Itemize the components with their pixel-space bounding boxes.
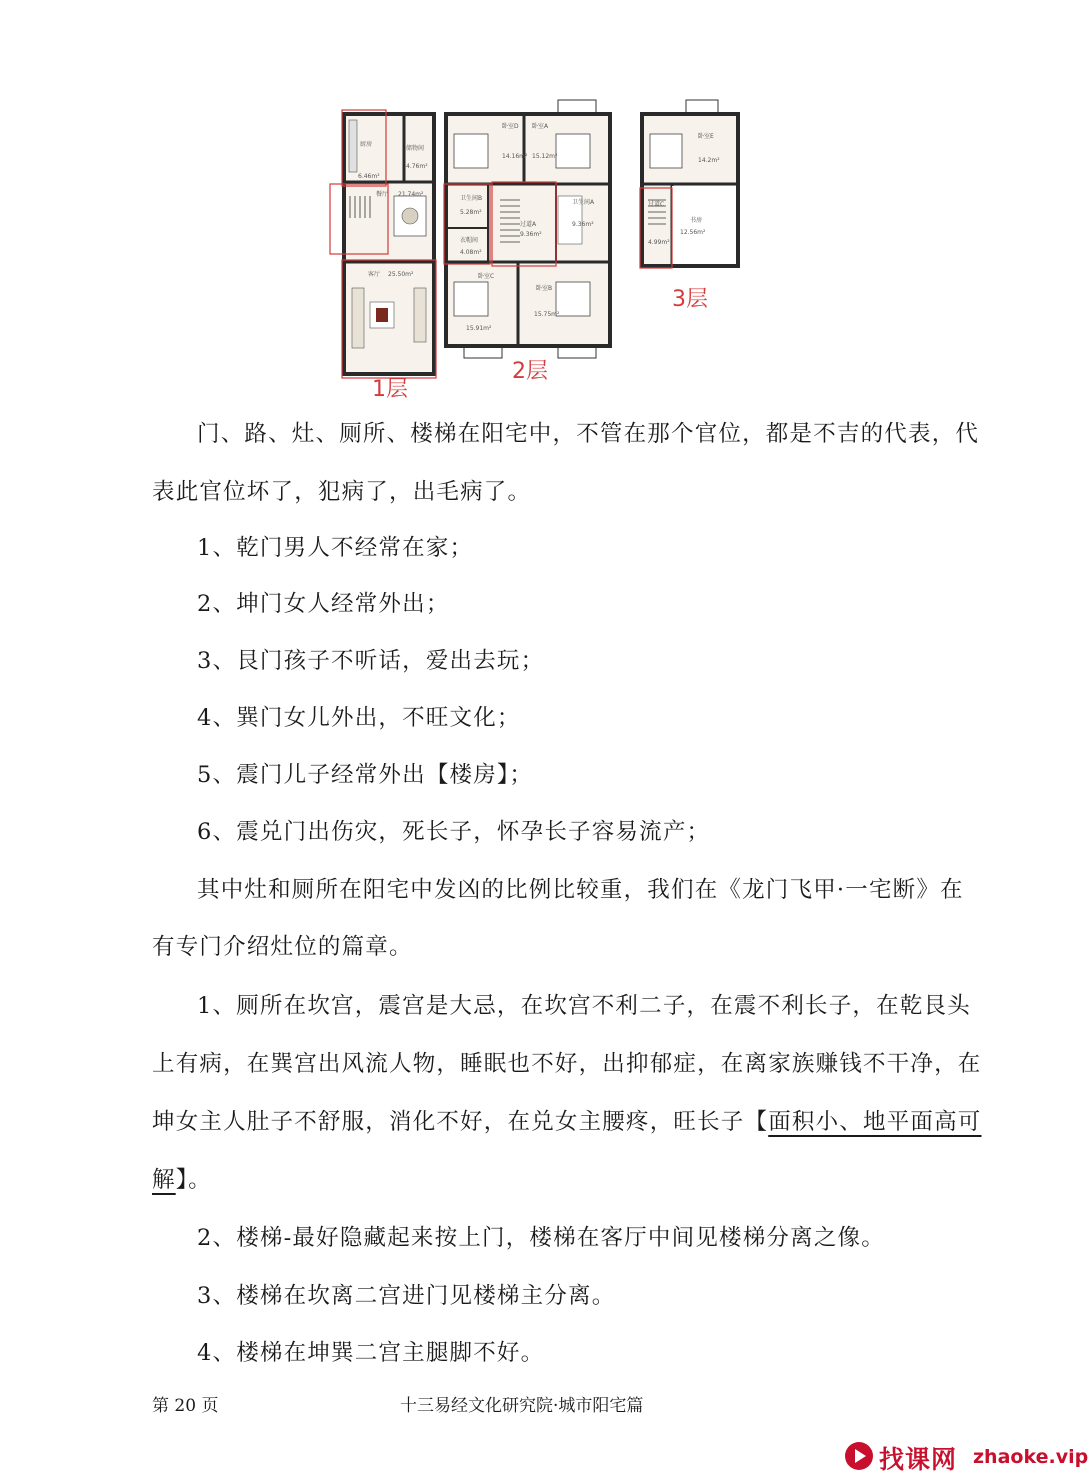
room-bed-b: 卧室B	[536, 285, 553, 292]
floor-plan-figure	[326, 96, 756, 406]
floor-1-plan	[330, 110, 436, 402]
page-number: 第 20 页	[152, 1396, 219, 1416]
paragraph-intro-line-1: 门、路、灶、厕所、楼梯在阳宅中，不管在那个官位，都是不吉的代表，代	[197, 421, 980, 447]
room-living-area: 25.50m²	[388, 271, 414, 278]
room-closet: 衣帽间	[460, 237, 479, 244]
room-bed-a: 卧室A	[532, 123, 549, 130]
door-item-2: 2、坤门女人经常外出；	[197, 591, 450, 617]
toilet-item-underlined-note: 面积小、地平面高可	[768, 1109, 982, 1135]
room-bed-e-area: 14.2m²	[698, 157, 720, 164]
floor-1-label: 1层	[372, 377, 408, 402]
room-bed-b-area: 15.75m²	[534, 311, 560, 318]
stairs-item-3: 3、楼梯在坎离二宫进门见楼梯主分离。	[197, 1283, 616, 1309]
footer-source: 十三易经文化研究院·城市阳宅篇	[400, 1396, 644, 1416]
door-item-4: 4、巽门女儿外出，不旺文化；	[197, 705, 521, 731]
room-closet-area: 4.08m²	[460, 249, 482, 256]
room-hall-a-area: 9.36m²	[520, 231, 542, 238]
room-bed-e: 卧室E	[698, 133, 714, 140]
room-kitchen: 厨房	[360, 141, 373, 148]
room-bed-d: 卧室D	[502, 123, 519, 130]
room-bed-c: 卧室C	[478, 273, 495, 280]
paragraph-stove-line-1: 其中灶和厕所在阳宅中发凶的比例比较重，我们在《龙门飞甲·一宅断》在	[197, 877, 964, 903]
play-logo-icon	[845, 1442, 873, 1470]
floor-3-label: 3层	[672, 287, 708, 312]
toilet-item-line-4	[152, 1162, 922, 1194]
paragraph-intro-line-2: 表此官位坏了，犯病了，出毛病了。	[152, 479, 532, 505]
toilet-item-line-2: 上有病，在巽宫出风流人物，睡眠也不好，出抑郁症，在离家族赚钱不干净，在	[152, 1051, 982, 1077]
room-bed-c-area: 15.91m²	[466, 325, 492, 332]
room-kitchen-area: 6.46m²	[358, 173, 380, 180]
room-bath-b: 卫生间B	[460, 195, 483, 202]
toilet-item-line-3	[152, 1104, 982, 1136]
room-hall-c-area: 4.99m²	[648, 239, 670, 246]
stairs-item-2: 2、楼梯-最好隐藏起来按上门，楼梯在客厅中间见楼梯分离之像。	[197, 1225, 885, 1251]
room-hall-a: 过道A	[520, 221, 537, 228]
room-dining-area: 21.74m²	[398, 191, 424, 198]
room-study: 书房	[690, 217, 703, 224]
door-item-6: 6、震兑门出伤灾，死长子，怀孕长子容易流产；	[197, 819, 711, 845]
watermark-domain: zhaoke.vip	[973, 1446, 1088, 1468]
door-item-3: 3、艮门孩子不听话，爱出去玩；	[197, 648, 545, 674]
room-bed-d-area: 14.16m²	[502, 153, 528, 160]
floor-2-label: 2层	[512, 359, 548, 384]
watermark-name: 找课网	[879, 1445, 958, 1474]
floor-3-plan	[640, 100, 738, 312]
room-hall-c: 过道C	[648, 201, 665, 208]
room-storage-area: 4.76m²	[406, 163, 428, 170]
watermark	[845, 1438, 1088, 1474]
stairs-item-4: 4、楼梯在坤巽二宫主腿脚不好。	[197, 1340, 545, 1366]
floor-2-plan	[444, 100, 610, 384]
room-bath-b-area: 5.28m²	[460, 209, 482, 216]
toilet-item-underlined-note-end: 解	[152, 1167, 176, 1193]
room-bath-a-area: 9.36m²	[572, 221, 594, 228]
toilet-item-line-3-text: 坤女主人肚子不舒服，消化不好，在兑女主腰疼，旺长子【	[152, 1109, 769, 1135]
door-item-5: 5、震门儿子经常外出【楼房】；	[197, 762, 534, 788]
toilet-item-line-4-text: 】。	[175, 1167, 212, 1193]
room-dining: 餐厅	[376, 191, 389, 198]
room-study-area: 12.56m²	[680, 229, 706, 236]
room-storage: 储物间	[406, 145, 425, 152]
toilet-item-line-1: 1、厕所在坎宫，震宫是大忌，在坎宫不利二子，在震不利长子，在乾艮头	[197, 993, 971, 1019]
room-bed-a-area: 15.12m²	[532, 153, 558, 160]
room-living: 客厅	[368, 271, 381, 278]
door-item-1: 1、乾门男人不经常在家；	[197, 535, 474, 561]
room-bath-a: 卫生间A	[572, 199, 595, 206]
paragraph-stove-line-2: 有专门介绍灶位的篇章。	[152, 934, 413, 960]
